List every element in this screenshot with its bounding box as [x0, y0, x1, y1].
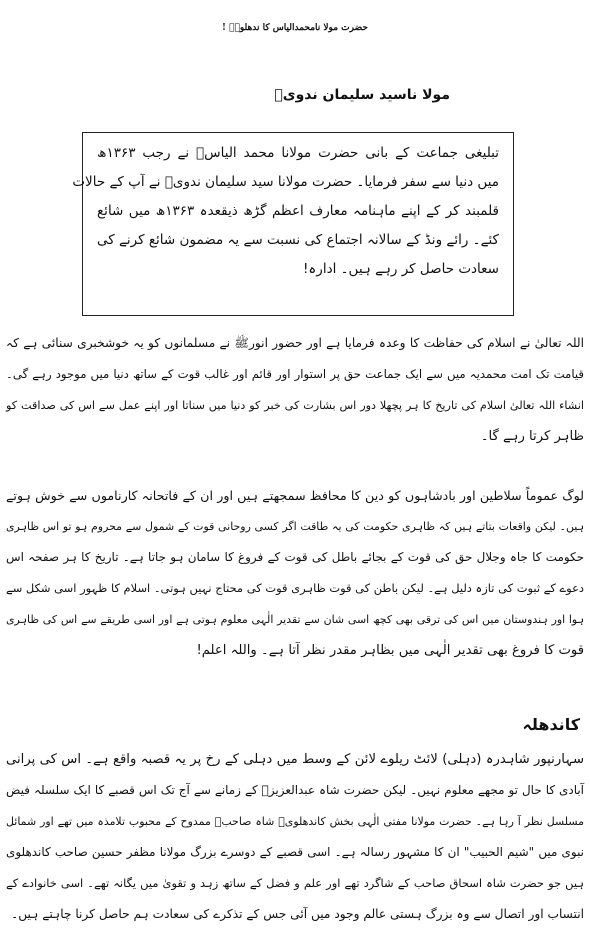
paragraph-1 — [6, 328, 584, 452]
editorial-note-box — [72, 132, 514, 316]
author-name: مولا ناسید سلیمان ندویؒ — [274, 87, 450, 103]
paragraph-line: انشاء اللہ تعالیٰ اسلام کی تاریخ کا ہر پچھلا دور اس بشارت کی خبر کو دنیا میں سناتا اور اپنے عمل سے اس کی صداقت کو — [6, 399, 584, 412]
paragraph-line: قیامت تک امت محمدیہ میں سے ایک جماعت حق پر استوار اور قائم اور غالب قوت کے ساتھ دنیا میں موجود رہے گی۔ — [6, 367, 584, 381]
paragraph-line: انتساب اور اتصال سے وہ بزرگ ہستی عالم وجود میں آئی جس کے تذکرے کی سعادت ہم حاصل کرنا چاہتے ہیں۔ — [11, 907, 584, 921]
section-heading: کاندھلہ — [522, 715, 580, 734]
paragraph-2 — [6, 480, 584, 666]
paragraph-line: ہیں جو حضرت شاہ اسحاق صاحب کے شاگرد تھے اور علم و فضل کے ساتھ زہد و تقویٰ میں یگانہ تھے۔ اسی خانوادے کے — [6, 876, 584, 890]
editorial-note-line: میں دنیا سے سفر فرمایا۔ حضرت مولانا سید سلیمان ندویؒ نے آپ کے حالات — [72, 174, 499, 190]
paragraph-line: نبوی میں "شیم الحبیب" ان کا مشہور رسالہ ہے۔ اسی قصبے کے دوسرے بزرگ مولانا مظفر حسین صاحب کاندھلوی — [6, 845, 584, 859]
paragraph-line: ظاہر کرتا رہے گا۔ — [480, 429, 584, 444]
paragraph-line: اللہ تعالیٰ نے اسلام کی حفاظت کا وعدہ فرمایا ہے اور حضور انورﷺ نے مسلمانوں کو یہ خوشخبری سنائی ہے کہ — [6, 336, 584, 350]
paragraph-line: مسلسل نظر آ رہا ہے۔ حضرت مولانا مفتی الٰہی بخش کاندھلویؒ شاہ صاحبؒ ممدوح کے محبوب تلامذہ میں تھے اور شمائل — [6, 815, 584, 828]
editorial-note-line: کئے۔ رائے ونڈ کے سالانہ اجتماع کی نسبت سے یہ مضمون شائع کرنے کی — [97, 232, 499, 248]
paragraph-line: آبادی کا حال تو مجھے معلوم نہیں۔ لیکن حضرت شاہ عبدالعزیزؒ کے زمانے سے آج تک اس قصبے کا ایک سلسلہ فیض — [6, 783, 584, 797]
paragraph-line: سہارنپور شاہدرہ (دہلی) لائٹ ریلوے لائن کے وسط میں دہلی کے رخ پر یہ قصبہ واقع ہے۔ اس کی پرانی — [6, 752, 584, 767]
paragraph-line: قوت کا فروغ بھی تقدیر الٰہی میں بظاہر مقدر نظر آتا ہے۔ واللہ اعلم! — [196, 643, 584, 658]
article-title: حضرت مولا نامحمدالیاس کا ندھلویؒ ! — [222, 23, 368, 33]
paragraph-line: لوگ عموماً سلاطین اور بادشاہوں کو دین کا محافظ سمجھتے ہیں اور ان کے فاتحانہ کارناموں سے خوش ہوتے — [6, 488, 584, 503]
paragraph-line: ہوا اور ہندوستان میں اس کی ترقی بھی کچھ اسی شان سے تقدیر الٰہی معلوم ہوتی ہے اور اسی طریقے سے اس کی ظاہری — [6, 613, 584, 626]
paragraph-line: حکومت کا جاہ وجلال حق کی قوت کے بجائے باطل کی قوت کے فروغ کا سامان ہو جاتا ہے۔ تاریخ کا ہر صفحہ اس — [6, 550, 584, 564]
editorial-note-line: قلمبند کر کے اپنے ماہنامہ معارف اعظم گڑھ ذیقعدہ ۱۳۶۳ھ میں شائع — [97, 203, 499, 219]
editorial-note-line: تبلیغی جماعت کے بانی حضرت مولانا محمد الیاسؒ نے رجب ۱۳۶۳ھ — [97, 145, 499, 161]
editorial-note-line: سعادت حاصل کر رہے ہیں۔ ادارہ! — [302, 261, 499, 277]
paragraph-line: دعوے کے ثبوت کی تازہ دلیل ہے۔ لیکن باطن کی قوت ظاہری قوت کی محتاج نہیں ہوتی۔ اسلام کا ظہور اسی شکل سے — [6, 581, 584, 595]
paragraph-line: ہیں۔ لیکن واقعات بتاتے ہیں کہ ظاہری حکومت کی یہ طاقت اگر کسی روحانی قوت کے شمول سے محروم ہو تو اس ظاہری — [6, 520, 584, 533]
paragraph-3 — [6, 744, 584, 930]
